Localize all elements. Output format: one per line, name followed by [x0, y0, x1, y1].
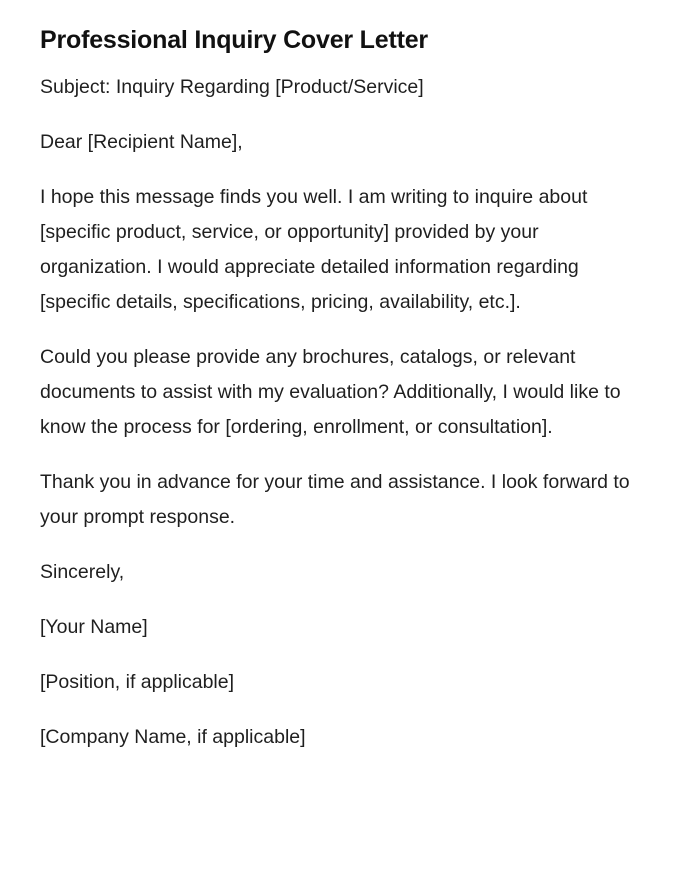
body-paragraph-thanks: Thank you in advance for your time and assistance. I look forward to your prompt response. — [40, 471, 630, 528]
salutation: Dear [Recipient Name], — [40, 131, 243, 153]
closing: Sincerely, — [40, 561, 125, 583]
letter-title: Professional Inquiry Cover Letter — [40, 26, 428, 54]
body-paragraph-intro: I hope this message finds you well. I am writing to inquire about [specific product, service, or opportunity] provided by your organization. I would appreciate detailed information regarding [specific details, specifications, pricing, availability, etc.]. — [40, 186, 588, 313]
signature-position: [Position, if applicable] — [40, 671, 235, 693]
signature-company: [Company Name, if applicable] — [40, 726, 306, 748]
cover-letter — [40, 22, 640, 775]
signature-name: [Your Name] — [40, 616, 148, 638]
body-paragraph-request: Could you please provide any brochures, catalogs, or relevant documents to assist with my evaluation? Additionally, I would like to know the process for [ordering, enrollment, or consultation]. — [40, 346, 621, 438]
subject-line: Subject: Inquiry Regarding [Product/Service] — [40, 76, 424, 98]
